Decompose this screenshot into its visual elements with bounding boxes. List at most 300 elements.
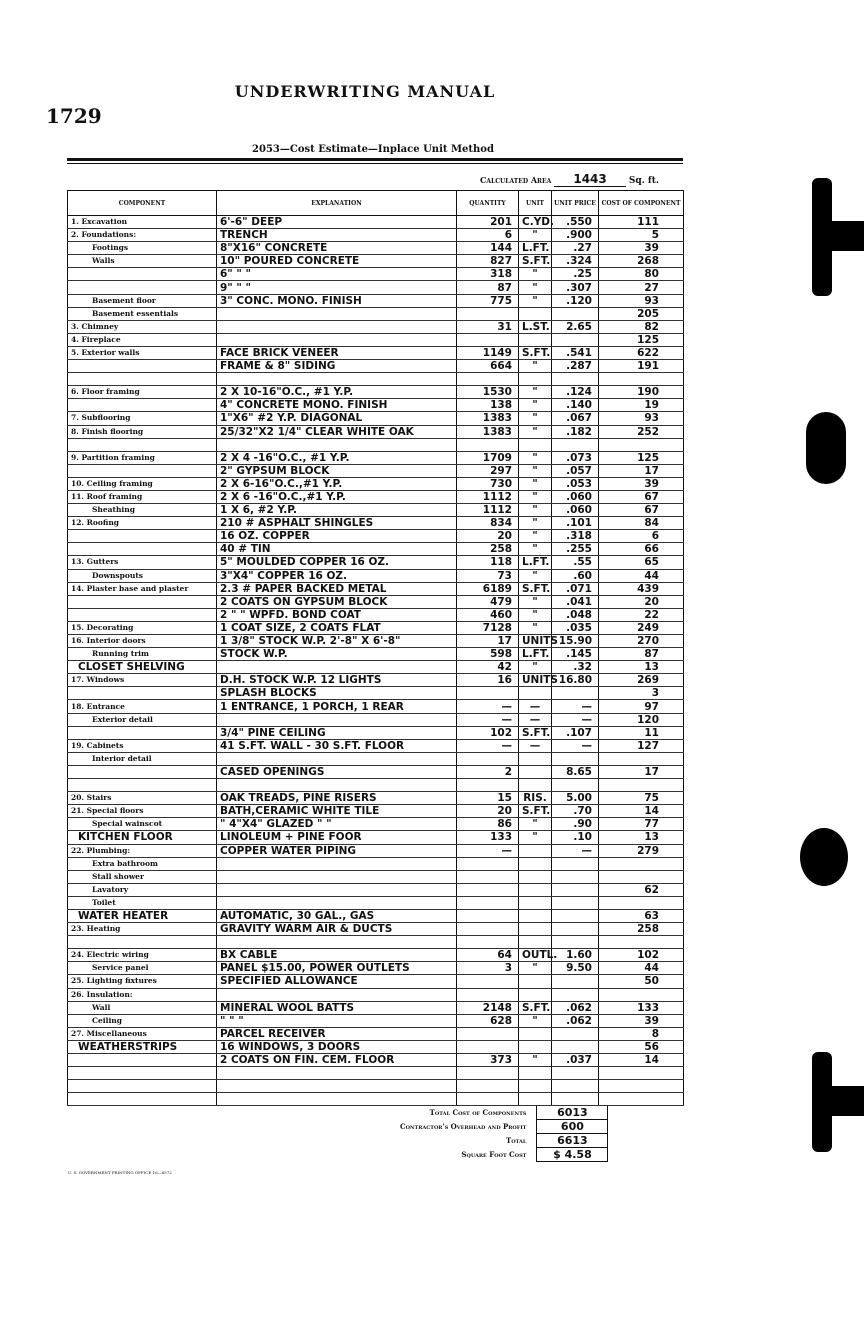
quantity-cell: 201: [457, 216, 519, 229]
explanation-cell: 2 " " WPFD. BOND COAT: [217, 608, 457, 621]
table-row: [68, 726, 684, 739]
unit-cell: —: [519, 700, 552, 713]
table-row: [68, 242, 684, 255]
unit-price-cell: .287: [552, 360, 599, 373]
table-row: [68, 700, 684, 713]
area-unit: Sq. ft.: [628, 176, 660, 186]
component-cell: Interior detail: [68, 752, 217, 765]
cost-cell: 279: [599, 844, 684, 857]
component-cell: 20. Stairs: [68, 792, 217, 805]
table-row: [68, 648, 684, 661]
unit-cell: S.FT.: [519, 582, 552, 595]
cost-cell: 111: [599, 216, 684, 229]
component-cell: 15. Decorating: [68, 621, 217, 634]
unit-price-cell: [552, 883, 599, 896]
unit-price-cell: [552, 779, 599, 792]
quantity-cell: [457, 779, 519, 792]
calculated-area: [480, 172, 659, 187]
unit-price-cell: [552, 1040, 599, 1053]
unit-price-cell: .060: [552, 504, 599, 517]
unit-cell: ": [519, 490, 552, 503]
unit-price-cell: .55: [552, 556, 599, 569]
component-cell: 24. Electric wiring: [68, 949, 217, 962]
explanation-cell: LINOLEUM + PINE FOOR: [217, 831, 457, 844]
explanation-cell: [217, 1080, 457, 1093]
overhead-row: [400, 1120, 608, 1134]
cost-cell: 5: [599, 229, 684, 242]
unit-price-cell: [552, 752, 599, 765]
cost-cell: 13: [599, 831, 684, 844]
unit-price-cell: [552, 307, 599, 320]
totals-table: [400, 1106, 608, 1162]
unit-price-cell: .140: [552, 399, 599, 412]
component-cell: 26. Insulation:: [68, 988, 217, 1001]
table-row: [68, 1093, 684, 1106]
unit-cell: ": [519, 281, 552, 294]
explanation-cell: 1 ENTRANCE, 1 PORCH, 1 REAR: [217, 700, 457, 713]
unit-cell: [519, 1080, 552, 1093]
unit-price-cell: —: [552, 739, 599, 752]
explanation-cell: AUTOMATIC, 30 GAL., GAS: [217, 909, 457, 922]
quantity-cell: 730: [457, 477, 519, 490]
cost-cell: 127: [599, 739, 684, 752]
unit-price-cell: [552, 909, 599, 922]
component-cell: 9. Partition framing: [68, 451, 217, 464]
explanation-cell: PANEL $15.00, POWER OUTLETS: [217, 962, 457, 975]
unit-cell: [519, 765, 552, 778]
cost-cell: 102: [599, 949, 684, 962]
table-row: [68, 517, 684, 530]
explanation-cell: MINERAL WOOL BATTS: [217, 1001, 457, 1014]
unit-cell: ": [519, 1054, 552, 1067]
unit-price-cell: .041: [552, 595, 599, 608]
component-cell: [68, 595, 217, 608]
manual-title: UNDERWRITING MANUAL: [234, 82, 496, 101]
cost-cell: 82: [599, 320, 684, 333]
table-row: [68, 320, 684, 333]
cost-cell: 11: [599, 726, 684, 739]
component-cell: [68, 281, 217, 294]
unit-price-cell: .145: [552, 648, 599, 661]
table-row: [68, 831, 684, 844]
component-cell: 10. Ceiling framing: [68, 477, 217, 490]
unit-cell: L.FT.: [519, 556, 552, 569]
quantity-cell: [457, 909, 519, 922]
unit-cell: S.FT.: [519, 805, 552, 818]
unit-cell: [519, 975, 552, 988]
unit-cell: ": [519, 360, 552, 373]
table-row: [68, 438, 684, 451]
page-number: 1729: [46, 104, 102, 128]
quantity-cell: 479: [457, 595, 519, 608]
unit-cell: ": [519, 608, 552, 621]
quantity-cell: [457, 1067, 519, 1080]
header-row: [68, 191, 684, 216]
component-cell: Stall shower: [68, 870, 217, 883]
quantity-cell: 3: [457, 962, 519, 975]
quantity-cell: 318: [457, 268, 519, 281]
col-cost: COST OF COMPONENT: [599, 191, 684, 216]
cost-cell: 191: [599, 360, 684, 373]
explanation-cell: 1 COAT SIZE, 2 COATS FLAT: [217, 621, 457, 634]
table-row: [68, 281, 684, 294]
table-row: [68, 923, 684, 936]
col-unit: UNIT: [519, 191, 552, 216]
unit-cell: [519, 857, 552, 870]
component-cell: Running trim: [68, 648, 217, 661]
sqft-cost-row: [400, 1148, 608, 1162]
explanation-cell: 2 COATS ON GYPSUM BLOCK: [217, 595, 457, 608]
binder-hole-mid: [806, 412, 846, 484]
unit-cell: [519, 687, 552, 700]
unit-price-cell: 2.65: [552, 320, 599, 333]
explanation-cell: BX CABLE: [217, 949, 457, 962]
cost-cell: [599, 373, 684, 386]
overhead-value: 600: [537, 1120, 608, 1134]
table-row: [68, 661, 684, 674]
unit-cell: RIS.: [519, 792, 552, 805]
quantity-cell: [457, 373, 519, 386]
table-row: [68, 268, 684, 281]
table-row: [68, 1067, 684, 1080]
area-label: Calculated Area: [480, 175, 552, 185]
quantity-cell: [457, 1093, 519, 1106]
component-cell: [68, 1054, 217, 1067]
unit-cell: ": [519, 569, 552, 582]
component-cell: Walls: [68, 255, 217, 268]
unit-price-cell: .035: [552, 621, 599, 634]
unit-cell: C.YD.: [519, 216, 552, 229]
quantity-cell: [457, 438, 519, 451]
unit-price-cell: .324: [552, 255, 599, 268]
quantity-cell: 373: [457, 1054, 519, 1067]
col-explanation: EXPLANATION: [217, 191, 457, 216]
table-row: [68, 360, 684, 373]
quantity-cell: 138: [457, 399, 519, 412]
unit-cell: ": [519, 451, 552, 464]
table-row: [68, 530, 684, 543]
explanation-cell: 2" GYPSUM BLOCK: [217, 464, 457, 477]
unit-cell: ": [519, 962, 552, 975]
explanation-cell: [217, 779, 457, 792]
unit-price-cell: [552, 870, 599, 883]
quantity-cell: [457, 307, 519, 320]
explanation-cell: GRAVITY WARM AIR & DUCTS: [217, 923, 457, 936]
table-row: [68, 464, 684, 477]
explanation-cell: 2 X 4 -16"O.C., #1 Y.P.: [217, 451, 457, 464]
component-cell: 17. Windows: [68, 674, 217, 687]
explanation-cell: CASED OPENINGS: [217, 765, 457, 778]
cost-cell: 133: [599, 1001, 684, 1014]
cost-cell: 17: [599, 464, 684, 477]
explanation-cell: 9" " ": [217, 281, 457, 294]
component-cell: [68, 438, 217, 451]
quantity-cell: [457, 988, 519, 1001]
explanation-cell: [217, 333, 457, 346]
explanation-cell: [217, 988, 457, 1001]
component-cell: [68, 1080, 217, 1093]
quantity-cell: 133: [457, 831, 519, 844]
unit-price-cell: 9.50: [552, 962, 599, 975]
unit-price-cell: .550: [552, 216, 599, 229]
explanation-cell: " " ": [217, 1014, 457, 1027]
table-row: [68, 333, 684, 346]
cost-cell: 252: [599, 425, 684, 438]
cost-cell: [599, 870, 684, 883]
component-cell: [68, 268, 217, 281]
unit-cell: [519, 373, 552, 386]
unit-price-cell: .060: [552, 490, 599, 503]
quantity-cell: [457, 936, 519, 949]
table-row: [68, 399, 684, 412]
table-row: [68, 582, 684, 595]
unit-cell: [519, 1040, 552, 1053]
unit-price-cell: .037: [552, 1054, 599, 1067]
component-cell: 11. Roof framing: [68, 490, 217, 503]
cost-cell: 39: [599, 1014, 684, 1027]
explanation-cell: D.H. STOCK W.P. 12 LIGHTS: [217, 674, 457, 687]
unit-cell: [519, 936, 552, 949]
unit-price-cell: .27: [552, 242, 599, 255]
quantity-cell: [457, 1080, 519, 1093]
quantity-cell: 1530: [457, 386, 519, 399]
table-row: [68, 949, 684, 962]
table-row: [68, 504, 684, 517]
unit-cell: ": [519, 399, 552, 412]
unit-price-cell: 5.00: [552, 792, 599, 805]
quantity-cell: 827: [457, 255, 519, 268]
explanation-cell: 16 WINDOWS, 3 DOORS: [217, 1040, 457, 1053]
component-cell: WATER HEATER: [68, 909, 217, 922]
binder-tab-top-arm: [820, 221, 864, 251]
unit-cell: [519, 1027, 552, 1040]
cost-cell: 190: [599, 386, 684, 399]
unit-cell: UNITS: [519, 674, 552, 687]
component-cell: [68, 1067, 217, 1080]
unit-price-cell: [552, 1080, 599, 1093]
component-cell: 4. Fireplace: [68, 333, 217, 346]
cost-cell: 14: [599, 805, 684, 818]
component-cell: 7. Subflooring: [68, 412, 217, 425]
table-row: [68, 412, 684, 425]
table-row: [68, 779, 684, 792]
quantity-cell: 73: [457, 569, 519, 582]
cost-cell: [599, 752, 684, 765]
cost-cell: 67: [599, 504, 684, 517]
unit-price-cell: [552, 923, 599, 936]
sqft-cost-value: $ 4.58: [537, 1148, 608, 1162]
table-row: [68, 896, 684, 909]
cost-cell: [599, 1067, 684, 1080]
component-cell: [68, 360, 217, 373]
quantity-cell: 86: [457, 818, 519, 831]
component-cell: [68, 687, 217, 700]
unit-cell: [519, 307, 552, 320]
quantity-cell: 664: [457, 360, 519, 373]
quantity-cell: 64: [457, 949, 519, 962]
quantity-cell: 775: [457, 294, 519, 307]
unit-price-cell: [552, 988, 599, 1001]
explanation-cell: 16 OZ. COPPER: [217, 530, 457, 543]
table-row: [68, 1080, 684, 1093]
quantity-cell: 1383: [457, 425, 519, 438]
quantity-cell: 118: [457, 556, 519, 569]
quantity-cell: —: [457, 700, 519, 713]
component-cell: 14. Plaster base and plaster: [68, 582, 217, 595]
explanation-cell: 3/4" PINE CEILING: [217, 726, 457, 739]
explanation-cell: COPPER WATER PIPING: [217, 844, 457, 857]
explanation-cell: 2 X 10-16"O.C., #1 Y.P.: [217, 386, 457, 399]
component-cell: 1. Excavation: [68, 216, 217, 229]
quantity-cell: 6189: [457, 582, 519, 595]
quantity-cell: 628: [457, 1014, 519, 1027]
unit-price-cell: [552, 438, 599, 451]
table-row: [68, 621, 684, 634]
table-row: [68, 988, 684, 1001]
component-cell: 8. Finish flooring: [68, 425, 217, 438]
unit-price-cell: .057: [552, 464, 599, 477]
unit-cell: ": [519, 621, 552, 634]
unit-cell: L.ST.: [519, 320, 552, 333]
component-cell: 21. Special floors: [68, 805, 217, 818]
unit-cell: [519, 870, 552, 883]
cost-cell: 93: [599, 294, 684, 307]
unit-cell: ": [519, 229, 552, 242]
unit-cell: [519, 909, 552, 922]
explanation-cell: 1"X6" #2 Y.P. DIAGONAL: [217, 412, 457, 425]
unit-price-cell: .120: [552, 294, 599, 307]
cost-cell: 66: [599, 543, 684, 556]
explanation-cell: 40 # TIN: [217, 543, 457, 556]
table-row: [68, 1027, 684, 1040]
table-row: [68, 635, 684, 648]
col-unit-price: UNIT PRICE: [552, 191, 599, 216]
component-cell: 6. Floor framing: [68, 386, 217, 399]
cost-cell: 269: [599, 674, 684, 687]
unit-price-cell: .541: [552, 346, 599, 359]
explanation-cell: 4" CONCRETE MONO. FINISH: [217, 399, 457, 412]
quantity-cell: 598: [457, 648, 519, 661]
unit-price-cell: .307: [552, 281, 599, 294]
cost-cell: 268: [599, 255, 684, 268]
table-row: [68, 674, 684, 687]
quantity-cell: 15: [457, 792, 519, 805]
unit-price-cell: .70: [552, 805, 599, 818]
cost-cell: 67: [599, 490, 684, 503]
cost-cell: 120: [599, 713, 684, 726]
cost-cell: 50: [599, 975, 684, 988]
unit-cell: ": [519, 831, 552, 844]
explanation-cell: 1 3/8" STOCK W.P. 2'-8" X 6'-8": [217, 635, 457, 648]
explanation-cell: 10" POURED CONCRETE: [217, 255, 457, 268]
component-cell: Downspouts: [68, 569, 217, 582]
cost-cell: 84: [599, 517, 684, 530]
cost-cell: 39: [599, 242, 684, 255]
component-cell: Basement essentials: [68, 307, 217, 320]
unit-cell: ": [519, 464, 552, 477]
unit-price-cell: [552, 687, 599, 700]
table-row: [68, 765, 684, 778]
component-cell: Special wainscot: [68, 818, 217, 831]
cost-cell: 22: [599, 608, 684, 621]
unit-price-cell: [552, 333, 599, 346]
table-row: [68, 294, 684, 307]
component-cell: [68, 1093, 217, 1106]
component-cell: Footings: [68, 242, 217, 255]
explanation-cell: [217, 438, 457, 451]
table-row: [68, 739, 684, 752]
unit-price-cell: .900: [552, 229, 599, 242]
explanation-cell: 6" " ": [217, 268, 457, 281]
component-cell: [68, 936, 217, 949]
quantity-cell: 17: [457, 635, 519, 648]
explanation-cell: 6'-6" DEEP: [217, 216, 457, 229]
table-row: [68, 870, 684, 883]
cost-cell: 125: [599, 333, 684, 346]
quantity-cell: 7128: [457, 621, 519, 634]
unit-price-cell: [552, 1027, 599, 1040]
unit-price-cell: [552, 857, 599, 870]
unit-cell: [519, 1067, 552, 1080]
cost-cell: [599, 1093, 684, 1106]
component-cell: CLOSET SHELVING: [68, 661, 217, 674]
quantity-cell: [457, 975, 519, 988]
unit-cell: S.FT.: [519, 726, 552, 739]
quantity-cell: [457, 883, 519, 896]
cost-cell: 56: [599, 1040, 684, 1053]
unit-cell: [519, 1093, 552, 1106]
quantity-cell: —: [457, 844, 519, 857]
quantity-cell: 20: [457, 805, 519, 818]
cost-cell: 14: [599, 1054, 684, 1067]
cost-cell: 63: [599, 909, 684, 922]
unit-cell: [519, 779, 552, 792]
explanation-cell: 3" CONC. MONO. FINISH: [217, 294, 457, 307]
component-cell: [68, 373, 217, 386]
quantity-cell: —: [457, 739, 519, 752]
title-rule-thin: [67, 163, 683, 164]
unit-cell: [519, 988, 552, 1001]
unit-cell: —: [519, 713, 552, 726]
cost-cell: 97: [599, 700, 684, 713]
cost-cell: 125: [599, 451, 684, 464]
quantity-cell: 16: [457, 674, 519, 687]
explanation-cell: FRAME & 8" SIDING: [217, 360, 457, 373]
unit-price-cell: .90: [552, 818, 599, 831]
unit-cell: ": [519, 530, 552, 543]
unit-price-cell: .048: [552, 608, 599, 621]
quantity-cell: 1112: [457, 490, 519, 503]
cost-cell: 80: [599, 268, 684, 281]
unit-cell: [519, 752, 552, 765]
unit-cell: ": [519, 543, 552, 556]
unit-price-cell: .062: [552, 1014, 599, 1027]
unit-cell: OUTL.: [519, 949, 552, 962]
cost-cell: 13: [599, 661, 684, 674]
unit-price-cell: .062: [552, 1001, 599, 1014]
quantity-cell: —: [457, 713, 519, 726]
unit-cell: [519, 844, 552, 857]
unit-cell: ": [519, 412, 552, 425]
total-label: Total: [505, 1136, 527, 1145]
component-cell: 13. Gutters: [68, 556, 217, 569]
unit-cell: [519, 896, 552, 909]
quantity-cell: [457, 1027, 519, 1040]
cost-cell: 205: [599, 307, 684, 320]
unit-price-cell: .25: [552, 268, 599, 281]
component-cell: Ceiling: [68, 1014, 217, 1027]
cost-cell: 3: [599, 687, 684, 700]
